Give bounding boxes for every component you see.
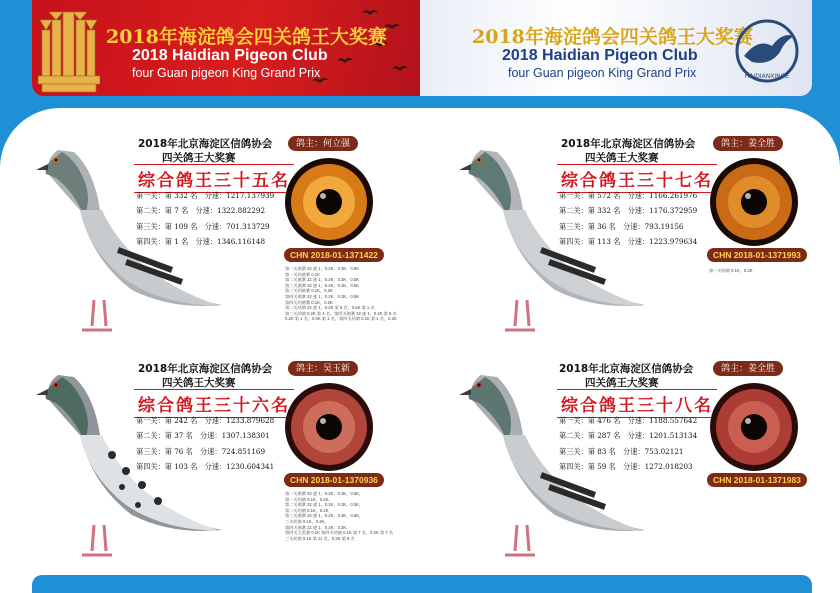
honor-notes [709, 268, 753, 274]
race-name: 四关鸽王大奖赛 [585, 377, 659, 389]
result-line: 第一关：第 242 名 分速：1233.879628 [136, 416, 275, 425]
club-logo-icon [732, 16, 802, 86]
club-name: 2018年北京海淀区信鸽协会 [559, 363, 694, 375]
band-number: CHN 2018-01-1371993 [707, 248, 807, 262]
banner-right [420, 0, 812, 96]
note-line: 第二关幼鸽 0.1K，0.2K， [285, 507, 333, 513]
note-line: 第一关鸽赛 22 速 1，0.2K，0.3K，0.5K， [285, 491, 364, 496]
race-results [136, 413, 274, 475]
pigeon-card [22, 355, 422, 580]
honor-notes [285, 266, 397, 322]
eye-photo [708, 156, 800, 248]
note-line: 0.2K 第 1 名，0.5K 第 1 名，第四关幼鸽 0.1K 第 1 名，0.2K [285, 316, 397, 322]
pigeon-card [445, 130, 840, 355]
race-results [559, 188, 697, 250]
flying-pigeon-icon [392, 64, 408, 72]
note-line: 第二关鸽赛 22 速 1，0.2K，0.3K，0.5K， [285, 502, 364, 508]
note-line: 第三关鸽赛 22 速 1，0.2K，0.3K，0.5K [285, 282, 360, 288]
pigeon-card [445, 355, 840, 580]
result-line: 第二关：第 287 名 分速：1201.513134 [559, 431, 698, 441]
note-line: 三关幼鸽 0.1K，0.2K， [285, 518, 329, 524]
result-line: 第三关：第 83 名 分速：753.02121 [559, 446, 684, 456]
note-line: 第二关鸽赛 22 速 1，0.2K，0.3K，0.5K [285, 277, 360, 283]
header-banner [0, 0, 840, 102]
race-name: 四关鸽王大奖赛 [585, 152, 659, 164]
rank-title: 综合鸽王三十五名 [134, 164, 294, 193]
banner-title-cn: 2018年海淀鸽会四关鸽王大奖赛 [106, 26, 387, 48]
note-line: 第四关大奖赛 0.1K 第四关幼鸽 0.1K 第 7 名，0.2K 第 7 名 [285, 530, 393, 536]
result-line: 第二关：第 37 名 分速：1307.138301 [136, 431, 270, 441]
owner-badge: 鸽主：吴玉新 [288, 361, 358, 376]
club-name: 2018年北京海淀区信鸽协会 [561, 138, 696, 150]
rank-title: 综合鸽王三十六名 [134, 389, 294, 418]
note-line: 第四关鸽赛 22 速 1，0.2K，0.3K，0.5K [285, 293, 360, 299]
eye-photo [708, 381, 800, 473]
banner-title-cn: 2018年海淀鸽会四关鸽王大奖赛 [472, 26, 753, 48]
race-name: 四关鸽王大奖赛 [162, 377, 236, 389]
owner-badge: 鸽主：何立强 [288, 136, 358, 151]
result-line: 第四关：第 1 名 分速：1346.116148 [136, 237, 266, 247]
pigeon-card [22, 130, 422, 355]
banner-title-en: 2018 Haidian Pigeon Club [502, 47, 698, 64]
note-line: 第一关幼鸽 0.1K，0.2K， [285, 496, 333, 502]
race-results [136, 188, 274, 250]
svg-text:HAIDIANXINGE: HAIDIANXINGE [744, 73, 790, 80]
club-name: 2018年北京海淀区信鸽协会 [138, 363, 273, 375]
result-line: 第一关：第 572 名 分速：1166.261976 [559, 191, 698, 200]
result-line: 第二关：第 7 名 分速：1322.882292 [136, 206, 266, 216]
flying-pigeon-icon [337, 56, 353, 64]
note-line: 第三关幼鸽 0.2K 第 4 名，第四关鸽赛 22 速 1，0.2K 第 5 名 [285, 310, 397, 316]
note-line: 第一关鸽赛 22 速 1，0.2K，0.3K，0.5K [285, 266, 360, 271]
honor-notes [285, 491, 393, 541]
rank-title: 综合鸽王三十八名 [557, 389, 717, 418]
band-number: CHN 2018-01-1371422 [284, 248, 384, 262]
result-line: 第四关：第 113 名 分速：1223.979634 [559, 237, 698, 247]
result-line: 第一关：第 332 名 分速：1217.137939 [136, 191, 275, 200]
result-line: 第三关：第 76 名 分速：724.851169 [136, 446, 266, 456]
banner-title-en: 2018 Haidian Pigeon Club [132, 47, 328, 64]
owner-badge: 鸽主：姜全胜 [713, 136, 783, 151]
note-line: 第三关幼鸽赛 0.1K，0.2K [285, 288, 333, 294]
flying-pigeon-icon [362, 8, 378, 16]
eye-photo [283, 156, 375, 248]
note-line: 第二关幼鸽 22 速 1，0.2K 第 6 名，0.5K 第 1 名 [285, 305, 375, 311]
note-line: 第一关幼鸽赛 0.1K [285, 271, 320, 277]
banner-left [32, 0, 422, 96]
club-name: 2018年北京海淀区信鸽协会 [138, 138, 273, 150]
result-line: 第四关：第 103 名 分速：1230.604341 [136, 462, 275, 472]
owner-badge: 鸽主：姜全胜 [713, 361, 783, 376]
eye-photo [283, 381, 375, 473]
note-line: 第四关幼鸽赛 0.1K，0.2K [285, 299, 333, 305]
note-line: 第三关鸽赛 22 速 1，0.2K，0.3K，0.5K， [285, 513, 364, 519]
race-results [559, 413, 697, 475]
banner-subtitle-en: four Guan pigeon King Grand Prix [132, 66, 321, 80]
note-line: 第四关鸽赛 22 速 1，0.2K，0.3K， [285, 524, 351, 530]
result-line: 第二关：第 332 名 分速：1176.372959 [559, 206, 698, 216]
band-number: CHN 2018-01-1370936 [284, 473, 384, 487]
band-number: CHN 2018-01-1371983 [707, 473, 807, 487]
note-line: 第一关幼鸽 0.1K，0.2K [709, 268, 753, 273]
result-line: 第三关：第 36 名 分速：793.19156 [559, 221, 684, 231]
result-line: 第一关：第 476 名 分速：1188.557642 [559, 416, 698, 425]
result-line: 第四关：第 59 名 分速：1272.018203 [559, 462, 693, 472]
race-name: 四关鸽王大奖赛 [162, 152, 236, 164]
banner-subtitle-en: four Guan pigeon King Grand Prix [508, 66, 697, 80]
rank-title: 综合鸽王三十七名 [557, 164, 717, 193]
note-line: 三关幼鸽 0.1K 第 11 名，0.2K 第 9 名 [285, 535, 355, 541]
trophy-icon [38, 10, 100, 94]
result-line: 第三关：第 109 名 分速：701.313729 [136, 221, 270, 231]
